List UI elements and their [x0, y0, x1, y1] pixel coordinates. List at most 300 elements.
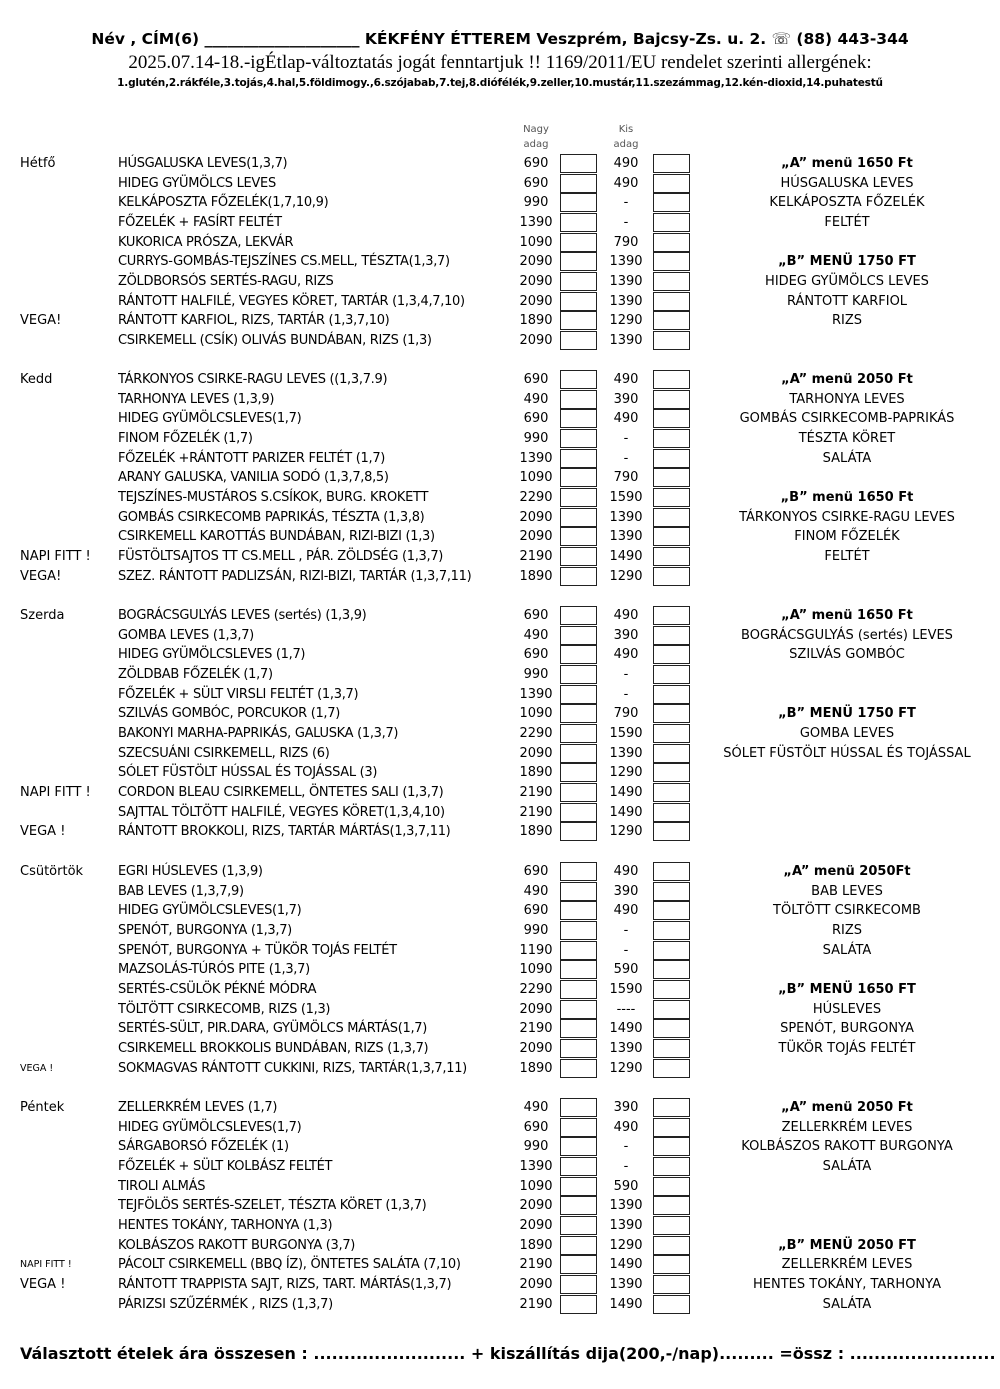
daily-menu-item: RIZS [831, 313, 863, 329]
order-box-large[interactable] [560, 213, 597, 232]
price-small-portion: 1290 [609, 824, 643, 840]
order-box-small[interactable] [653, 980, 690, 999]
price-small-portion: 390 [613, 627, 639, 643]
menu-row [0, 1137, 1000, 1157]
order-box-small[interactable] [653, 1118, 690, 1137]
dish-name: PÁRIZSI SZŰZÉRMÉK , RIZS (1,3,7) [118, 1296, 333, 1312]
order-box-large[interactable] [560, 783, 597, 802]
price-small-portion: - [623, 942, 629, 958]
order-box-small[interactable] [653, 233, 690, 252]
price-small-portion: 490 [613, 156, 639, 171]
order-box-small[interactable] [653, 331, 690, 350]
price-small-portion: - [623, 214, 629, 230]
dish-name: SÓLET FÜSTÖLT HÚSSAL ÉS TOJÁSSAL (3) [118, 765, 378, 781]
order-box-small[interactable] [653, 1137, 690, 1156]
order-box-small[interactable] [653, 1216, 690, 1235]
order-box-large[interactable] [560, 508, 597, 527]
order-box-large[interactable] [560, 1059, 597, 1078]
column-header-small-portion: Kis adag [613, 124, 639, 150]
price-large-portion: 1390 [519, 686, 553, 702]
dish-name: CSIRKEMELL KAROTTÁS BUNDÁBAN, RIZI-BIZI (1,3) [118, 529, 435, 545]
dish-name: CSIRKEMELL BROKKOLIS BUNDÁBAN, RIZS (1,3,7) [118, 1040, 429, 1056]
order-box-large[interactable] [560, 1177, 597, 1196]
price-large-portion: 490 [523, 883, 549, 899]
order-box-small[interactable] [653, 921, 690, 940]
order-box-large[interactable] [560, 626, 597, 645]
order-box-large[interactable] [560, 1196, 597, 1215]
order-box-small[interactable] [653, 272, 690, 291]
dish-name: TIROLI ALMÁS [118, 1178, 206, 1194]
dish-name: FÜSTÖLTSAJTOS TT CS.MELL , PÁR. ZÖLDSÉG (1,3,7) [118, 548, 444, 564]
daily-menu-item: KELKÁPOSZTA FŐZELÉK [769, 195, 925, 211]
daily-menu-item: FELTÉT [824, 214, 870, 230]
menu-row [0, 1098, 1000, 1118]
order-box-large[interactable] [560, 547, 597, 566]
order-box-small[interactable] [653, 252, 690, 271]
order-box-small[interactable] [653, 1019, 690, 1038]
menu-row [0, 488, 1000, 508]
price-large-portion: 690 [523, 1119, 549, 1135]
order-box-large[interactable] [560, 606, 597, 625]
price-large-portion: 2090 [519, 1040, 553, 1056]
price-small-portion: 1290 [609, 568, 643, 584]
dish-name: SPENÓT, BURGONYA (1,3,7) [118, 922, 292, 938]
daily-menu-item: HÚSLEVES [812, 1001, 882, 1017]
daily-menu-item: TÖLTÖTT CSIRKECOMB [773, 903, 921, 919]
order-box-small[interactable] [653, 1236, 690, 1255]
order-box-small[interactable] [653, 763, 690, 782]
daily-menu-item: SALÁTA [822, 1296, 872, 1312]
order-box-large[interactable] [560, 272, 597, 291]
price-small-portion: 1490 [609, 548, 643, 564]
daily-menu-item: „B” MENÜ 1750 FT [778, 254, 916, 270]
order-box-large[interactable] [560, 1275, 597, 1294]
daily-menu-item: „B” MENÜ 1750 FT [778, 706, 916, 722]
menu-row [0, 370, 1000, 390]
dish-name: TEJFÖLÖS SERTÉS-SZELET, TÉSZTA KÖRET (1,3,7) [118, 1198, 427, 1214]
header-subtitle: 2025.07.14-18.-igÉtlap-változtatás jogát fenntartjuk !! 1169/2011/EU rendelet szerinti allergének: [128, 52, 872, 73]
order-box-small[interactable] [653, 685, 690, 704]
price-small-portion: 490 [613, 1119, 639, 1135]
price-small-portion: 390 [613, 391, 639, 407]
order-box-large[interactable] [560, 449, 597, 468]
order-box-small[interactable] [653, 724, 690, 743]
menu-row [0, 468, 1000, 488]
price-small-portion: - [623, 430, 629, 446]
menu-row [0, 174, 1000, 194]
price-large-portion: 2090 [519, 293, 553, 309]
price-large-portion: 2090 [519, 509, 553, 525]
dish-name: RÁNTOTT BROKKOLI, RIZS, TARTÁR MÁRTÁS(1,3,7,11) [118, 824, 451, 840]
order-box-small[interactable] [653, 409, 690, 428]
price-large-portion: 2190 [519, 1296, 553, 1312]
price-small-portion: - [623, 686, 629, 702]
dish-name: SZILVÁS GOMBÓC, PORCUKOR (1,7) [118, 706, 341, 722]
price-large-portion: 490 [523, 627, 549, 643]
price-large-portion: 1890 [519, 1237, 553, 1253]
price-small-portion: - [623, 922, 629, 938]
order-box-small[interactable] [653, 822, 690, 841]
order-box-large[interactable] [560, 704, 597, 723]
daily-menu-item: „A” menü 2050 Ft [781, 372, 913, 387]
order-box-large[interactable] [560, 252, 597, 271]
order-box-small[interactable] [653, 292, 690, 311]
dish-name: HENTES TOKÁNY, TARHONYA (1,3) [118, 1217, 333, 1233]
menu-row [0, 862, 1000, 882]
column-header-large-portion: Nagy adag [523, 124, 549, 150]
price-large-portion: 990 [523, 195, 549, 211]
order-box-large[interactable] [560, 468, 597, 487]
menu-row [0, 1275, 1000, 1295]
menu-row [0, 901, 1000, 921]
dish-name: TARHONYA LEVES (1,3,9) [118, 391, 275, 407]
price-small-portion: 490 [613, 647, 639, 663]
menu-row [0, 921, 1000, 941]
order-box-small[interactable] [653, 174, 690, 193]
dish-name: FŐZELÉK + SÜLT KOLBÁSZ FELTÉT [118, 1158, 333, 1174]
order-box-small[interactable] [653, 311, 690, 330]
order-box-large[interactable] [560, 862, 597, 881]
menu-row [0, 1295, 1000, 1315]
menu-row [0, 1059, 1000, 1079]
price-small-portion: 1290 [609, 765, 643, 781]
order-box-small[interactable] [653, 1059, 690, 1078]
order-box-small[interactable] [653, 1295, 690, 1314]
price-small-portion: 1390 [609, 1276, 643, 1292]
dish-name: GOMBA LEVES (1,3,7) [118, 627, 254, 643]
daily-menu-item: HENTES TOKÁNY, TARHONYA [753, 1276, 941, 1292]
daily-menu-item: KOLBÁSZOS RAKOTT BURGONYA [741, 1139, 953, 1155]
daily-menu-item: SPENÓT, BURGONYA [780, 1021, 914, 1037]
menu-row [0, 311, 1000, 331]
order-box-small[interactable] [653, 882, 690, 901]
order-box-large[interactable] [560, 882, 597, 901]
price-large-portion: 990 [523, 430, 549, 446]
price-small-portion: 1390 [609, 332, 643, 348]
price-large-portion: 2190 [519, 784, 553, 800]
order-box-large[interactable] [560, 390, 597, 409]
menu-row [0, 626, 1000, 646]
order-box-small[interactable] [653, 390, 690, 409]
order-box-small[interactable] [653, 429, 690, 448]
dish-tag: VEGA ! [20, 824, 66, 840]
price-large-portion: 2090 [519, 1217, 553, 1233]
order-box-large[interactable] [560, 763, 597, 782]
order-box-small[interactable] [653, 1196, 690, 1215]
menu-row [0, 685, 1000, 705]
price-large-portion: 1890 [519, 1060, 553, 1076]
order-box-small[interactable] [653, 665, 690, 684]
price-small-portion: 1390 [609, 745, 643, 761]
menu-row [0, 606, 1000, 626]
order-box-small[interactable] [653, 508, 690, 527]
daily-menu-item: FELTÉT [824, 548, 870, 564]
menu-row [0, 763, 1000, 783]
order-box-small[interactable] [653, 370, 690, 389]
price-small-portion: 590 [613, 962, 639, 978]
price-large-portion: 990 [523, 1139, 549, 1155]
order-box-large[interactable] [560, 1295, 597, 1314]
dish-name: RÁNTOTT TRAPPISTA SAJT, RIZS, TART. MÁRTÁS(1,3,7) [118, 1276, 452, 1292]
menu-row [0, 252, 1000, 272]
dish-name: HÚSGALUSKA LEVES(1,3,7) [118, 156, 288, 171]
price-large-portion: 2290 [519, 725, 553, 741]
dish-name: HIDEG GYÜMÖLCSLEVES(1,7) [118, 903, 302, 919]
order-box-small[interactable] [653, 783, 690, 802]
menu-row [0, 292, 1000, 312]
price-large-portion: 2090 [519, 745, 553, 761]
order-box-small[interactable] [653, 626, 690, 645]
menu-row [0, 409, 1000, 429]
price-small-portion: - [623, 666, 629, 682]
daily-menu-item: ZELLERKRÉM LEVES [781, 1119, 913, 1135]
order-box-small[interactable] [653, 154, 690, 173]
order-box-small[interactable] [653, 213, 690, 232]
dish-tag: NAPI FITT ! [20, 548, 91, 564]
daily-menu-item: TARHONYA LEVES [789, 391, 905, 407]
menu-row [0, 390, 1000, 410]
price-large-portion: 1090 [519, 962, 553, 978]
order-box-large[interactable] [560, 1157, 597, 1176]
order-box-small[interactable] [653, 704, 690, 723]
order-box-large[interactable] [560, 980, 597, 999]
menu-row [0, 704, 1000, 724]
order-box-large[interactable] [560, 960, 597, 979]
order-box-large[interactable] [560, 1019, 597, 1038]
price-small-portion: 1490 [609, 1296, 643, 1312]
price-large-portion: 690 [523, 156, 549, 171]
dish-name: FŐZELÉK + SÜLT VIRSLI FELTÉT (1,3,7) [118, 686, 359, 702]
day-label: Péntek [20, 1100, 65, 1115]
menu-row [0, 1000, 1000, 1020]
order-box-small[interactable] [653, 803, 690, 822]
price-large-portion: 2290 [519, 489, 553, 505]
price-large-portion: 2190 [519, 1257, 553, 1273]
order-box-small[interactable] [653, 1275, 690, 1294]
daily-menu-item: „B” menü 1650 Ft [780, 489, 914, 505]
order-box-small[interactable] [653, 941, 690, 960]
order-box-large[interactable] [560, 803, 597, 822]
price-small-portion: 1390 [609, 273, 643, 289]
menu-row [0, 547, 1000, 567]
price-small-portion: 790 [613, 706, 639, 722]
price-small-portion: 1290 [609, 1237, 643, 1253]
daily-menu-item: FINOM FŐZELÉK [794, 529, 900, 545]
dish-name: TEJSZÍNES-MUSTÁROS S.CSÍKOK, BURG. KROKETT [118, 489, 429, 505]
order-box-large[interactable] [560, 331, 597, 350]
daily-menu-item: SZILVÁS GOMBÓC [789, 647, 905, 663]
menu-row [0, 1118, 1000, 1138]
price-small-portion: - [623, 1158, 629, 1174]
dish-name: BAKONYI MARHA-PAPRIKÁS, GALUSKA (1,3,7) [118, 725, 399, 741]
order-box-large[interactable] [560, 370, 597, 389]
order-box-small[interactable] [653, 606, 690, 625]
dish-name: RÁNTOTT HALFILÉ, VEGYES KÖRET, TARTÁR (1,3,4,7,10) [118, 293, 465, 309]
daily-menu-item: SÓLET FÜSTÖLT HÚSSAL ÉS TOJÁSSAL [723, 745, 971, 761]
price-small-portion: 490 [613, 903, 639, 919]
daily-menu-item: „A” menü 1650 Ft [781, 608, 913, 623]
menu-row [0, 1039, 1000, 1059]
order-box-small[interactable] [653, 960, 690, 979]
dish-name: KOLBÁSZOS RAKOTT BURGONYA (3,7) [118, 1237, 356, 1253]
dish-name: HIDEG GYÜMÖLCS LEVES [118, 175, 276, 191]
price-small-portion: 390 [613, 1100, 639, 1115]
dish-name: ZELLERKRÉM LEVES (1,7) [118, 1100, 278, 1115]
dish-name: BOGRÁCSGULYÁS LEVES (sertés) (1,3,9) [118, 608, 367, 623]
order-box-large[interactable] [560, 822, 597, 841]
order-box-large[interactable] [560, 724, 597, 743]
price-large-portion: 490 [523, 1100, 549, 1115]
order-box-large[interactable] [560, 1216, 597, 1235]
order-box-large[interactable] [560, 1118, 597, 1137]
dish-name: CURRYS-GOMBÁS-TEJSZÍNES CS.MELL, TÉSZTA(1,3,7) [118, 254, 450, 270]
dish-name: MAZSOLÁS-TÚRÓS PITE (1,3,7) [118, 962, 310, 978]
order-box-small[interactable] [653, 645, 690, 664]
dish-name: BAB LEVES (1,3,7,9) [118, 883, 244, 899]
menu-row [0, 744, 1000, 764]
order-box-large[interactable] [560, 921, 597, 940]
price-small-portion: 1390 [609, 1198, 643, 1214]
menu-row [0, 213, 1000, 233]
dish-name: ZÖLDBORSÓS SERTÉS-RAGU, RIZS [118, 273, 334, 289]
dish-name: KELKÁPOSZTA FŐZELÉK(1,7,10,9) [118, 195, 329, 211]
price-small-portion: - [623, 195, 629, 211]
daily-menu-item: SALÁTA [822, 1158, 872, 1174]
daily-menu-item: „A” menü 2050 Ft [781, 1100, 913, 1115]
dish-name: HIDEG GYÜMÖLCSLEVES(1,7) [118, 1119, 302, 1135]
order-box-large[interactable] [560, 1039, 597, 1058]
order-box-small[interactable] [653, 1157, 690, 1176]
price-small-portion: 1290 [609, 313, 643, 329]
price-small-portion: 1590 [609, 981, 643, 997]
price-large-portion: 2290 [519, 981, 553, 997]
menu-row [0, 941, 1000, 961]
order-box-large[interactable] [560, 744, 597, 763]
order-box-large[interactable] [560, 233, 597, 252]
price-small-portion: 1390 [609, 529, 643, 545]
daily-menu-item: ZELLERKRÉM LEVES [781, 1257, 913, 1273]
daily-menu-item: RÁNTOTT KARFIOL [786, 293, 908, 309]
order-box-large[interactable] [560, 567, 597, 586]
order-box-large[interactable] [560, 311, 597, 330]
price-large-portion: 1890 [519, 824, 553, 840]
daily-menu-item: TÉSZTA KÖRET [798, 430, 896, 446]
order-box-small[interactable] [653, 1255, 690, 1274]
daily-menu-item: „B” MENÜ 2050 FT [778, 1237, 916, 1253]
price-large-portion: 990 [523, 666, 549, 682]
menu-row [0, 1019, 1000, 1039]
order-total-line: Választott ételek ára összesen : ......................... + kiszállítás dija(200,-/nap)......... =össz : ........................ [20, 1344, 996, 1363]
day-label: Csütörtök [20, 864, 84, 879]
price-large-portion: 1390 [519, 450, 553, 466]
menu-row [0, 567, 1000, 587]
daily-menu-item: SALÁTA [822, 942, 872, 958]
order-box-small[interactable] [653, 547, 690, 566]
menu-row [0, 331, 1000, 351]
price-large-portion: 2090 [519, 529, 553, 545]
order-box-small[interactable] [653, 862, 690, 881]
order-box-small[interactable] [653, 567, 690, 586]
daily-menu-item: RIZS [831, 922, 863, 938]
order-box-small[interactable] [653, 1098, 690, 1117]
order-box-large[interactable] [560, 1236, 597, 1255]
price-small-portion: 1390 [609, 254, 643, 270]
price-large-portion: 1390 [519, 1158, 553, 1174]
order-box-large[interactable] [560, 665, 597, 684]
dish-name: GOMBÁS CSIRKECOMB PAPRIKÁS, TÉSZTA (1,3,8) [118, 509, 425, 525]
order-box-large[interactable] [560, 941, 597, 960]
daily-menu-item: BOGRÁCSGULYÁS (sertés) LEVES [741, 627, 953, 643]
order-box-large[interactable] [560, 154, 597, 173]
menu-row [0, 1177, 1000, 1197]
order-box-small[interactable] [653, 1039, 690, 1058]
price-small-portion: - [623, 1139, 629, 1155]
menu-row [0, 960, 1000, 980]
order-box-small[interactable] [653, 1177, 690, 1196]
price-large-portion: 2190 [519, 1021, 553, 1037]
price-small-portion: 490 [613, 175, 639, 191]
order-box-large[interactable] [560, 292, 597, 311]
order-box-large[interactable] [560, 488, 597, 507]
dish-name: FINOM FŐZELÉK (1,7) [118, 430, 253, 446]
order-box-large[interactable] [560, 1000, 597, 1019]
order-box-small[interactable] [653, 449, 690, 468]
order-box-large[interactable] [560, 409, 597, 428]
menu-row [0, 449, 1000, 469]
order-box-large[interactable] [560, 174, 597, 193]
daily-menu-item: TÁRKONYOS CSIRKE-RAGU LEVES [739, 509, 955, 525]
menu-row [0, 980, 1000, 1000]
order-box-large[interactable] [560, 645, 597, 664]
order-box-small[interactable] [653, 527, 690, 546]
order-box-small[interactable] [653, 901, 690, 920]
price-large-portion: 1890 [519, 313, 553, 329]
order-box-large[interactable] [560, 901, 597, 920]
order-box-large[interactable] [560, 429, 597, 448]
price-large-portion: 690 [523, 864, 549, 879]
order-box-small[interactable] [653, 744, 690, 763]
price-small-portion: 790 [613, 234, 639, 250]
price-small-portion: 1390 [609, 509, 643, 525]
price-large-portion: 1090 [519, 470, 553, 486]
menu-row [0, 233, 1000, 253]
daily-menu-item: SALÁTA [822, 450, 872, 466]
order-box-small[interactable] [653, 1000, 690, 1019]
order-box-large[interactable] [560, 1098, 597, 1117]
menu-row [0, 154, 1000, 174]
order-box-large[interactable] [560, 1255, 597, 1274]
order-box-small[interactable] [653, 468, 690, 487]
order-box-small[interactable] [653, 488, 690, 507]
dish-name: EGRI HÚSLEVES (1,3,9) [118, 864, 263, 879]
order-box-large[interactable] [560, 685, 597, 704]
dish-name: SERTÉS-CSÜLÖK PÉKNÉ MÓDRA [118, 981, 317, 997]
price-small-portion: - [623, 450, 629, 466]
day-label: Hétfő [20, 156, 56, 171]
price-large-portion: 1390 [519, 214, 553, 230]
order-box-large[interactable] [560, 1137, 597, 1156]
order-box-large[interactable] [560, 193, 597, 212]
dish-name: PÁCOLT CSIRKEMELL (BBQ ÍZ), ÖNTETES SALÁTA (7,10) [118, 1257, 461, 1273]
menu-row [0, 1216, 1000, 1236]
price-small-portion: 1290 [609, 1060, 643, 1076]
price-large-portion: 690 [523, 903, 549, 919]
dish-name: ZÖLDBAB FŐZELÉK (1,7) [118, 666, 273, 682]
price-small-portion: 1490 [609, 1257, 643, 1273]
order-box-small[interactable] [653, 193, 690, 212]
menu-row [0, 429, 1000, 449]
order-box-large[interactable] [560, 527, 597, 546]
